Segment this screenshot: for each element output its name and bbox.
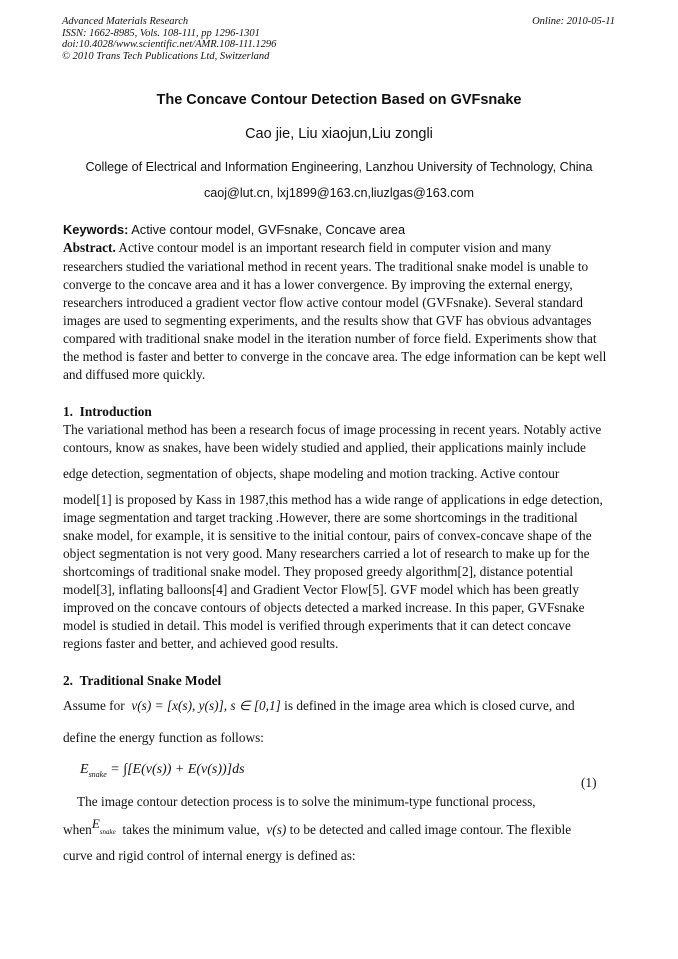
- inline-math: v(s) = [x(s), y(s)], s ∈ [0,1]: [131, 698, 281, 713]
- abstract-line: researchers studied the variational method in recent years. The traditional snake model is unable to: [63, 259, 589, 274]
- journal-name: Advanced Materials Research: [62, 16, 189, 27]
- body-line: object segmentation is not very good. Many researchers carried a lot of research to make up for the: [63, 546, 590, 561]
- authors: Cao jie, Liu xiaojun,Liu zongli: [245, 126, 433, 142]
- body-line: define the energy function as follows:: [63, 730, 264, 745]
- abstract-line: images are used to segmenting experiments, and the results show that GVF has obvious advantages: [63, 313, 592, 328]
- abstract-line: researchers introduced a gradient vector flow active contour model (GVFsnake). Several standard: [63, 295, 583, 310]
- abstract-line: and diffused more quickly.: [63, 367, 206, 382]
- body-line: regions faster and better, and achieved good results.: [63, 636, 339, 651]
- body-line: contours, know as snakes, have been widely studied and applied, their applications mainly include: [63, 440, 586, 455]
- body-line: Assume for v(s) = [x(s), y(s)], s ∈ [0,1] is defined in the image area which is closed curve, and: [63, 698, 575, 713]
- equation-rhs: = ∫[E(v(s)) + E(v(s))]ds: [110, 762, 245, 777]
- body-line: image segmentation and target tracking .However, there are some shortcomings in the traditional: [63, 510, 578, 525]
- body-line: curve and rigid control of internal energy is defined as:: [63, 848, 356, 863]
- body-line: improved on the concave contours of objects detected a marked increase. In this paper, GVFsnake: [63, 600, 585, 615]
- section-number: 2.: [63, 673, 73, 688]
- affiliation: College of Electrical and Information Engineering, Lanzhou University of Technology, China: [85, 160, 593, 174]
- emails: caoj@lut.cn, lxj1899@163.cn,liuzlgas@163.com: [203, 186, 475, 200]
- keywords-label: Keywords:: [63, 222, 129, 237]
- body-line: The variational method has been a research focus of image processing in recent years. Notably active: [63, 422, 602, 437]
- keywords-text: Active contour model, GVFsnake, Concave area: [128, 222, 406, 237]
- section-title: Introduction: [79, 404, 152, 419]
- paper-title: The Concave Contour Detection Based on GVFsnake: [156, 92, 522, 108]
- body-line: model[1] is proposed by Kass in 1987,this method has a wide range of applications in edge detection,: [63, 492, 603, 507]
- body-line: The image contour detection process is to solve the minimum-type functional process,: [77, 794, 536, 809]
- body-line: snake model, for example, it is sensitive to the initial contour, pairs of convex-concave shape of the: [63, 528, 592, 543]
- section-title: Traditional Snake Model: [79, 673, 222, 688]
- online-date: Online: 2010-05-11: [532, 16, 615, 27]
- copyright-line: © 2010 Trans Tech Publications Ltd, Switzerland: [62, 50, 270, 62]
- body-line: shortcomings of traditional snake model. They proposed greedy algorithm[2], distance potential: [63, 564, 574, 579]
- section-heading-introduction: [63, 404, 152, 420]
- abstract-line: Abstract. Active contour model is an important research field in computer vision and many: [63, 240, 552, 255]
- abstract-label: Abstract.: [63, 240, 116, 255]
- body-line: model is studied in detail. This model is verified through experiments that it can detect concave: [63, 618, 571, 633]
- journal-header: [62, 16, 276, 62]
- abstract-line: the method is faster and better to converge in the concave area. The edge information can be kept well: [63, 349, 607, 364]
- equation-1: $E_{snake} = \int[E(v(s)) + E(v(s))]ds$: [80, 762, 245, 779]
- abstract-line: converge to the concave area and it has a lower convergence. By improving the external energy,: [63, 277, 573, 292]
- body-line: whenE$_{snake}$ takes the minimum value, v(s) to be detected and called image contour. The flexible: [63, 816, 572, 837]
- body-line: edge detection, segmentation of objects, shape modeling and motion tracking. Active contour: [63, 466, 560, 481]
- keywords: [63, 222, 405, 237]
- equation-number: (1): [581, 775, 597, 790]
- body-line: model[3], inflating balloons[4] and Gradient Vector Flow[5]. GVF model which has been greatly: [63, 582, 579, 597]
- section-number: 1.: [63, 404, 73, 419]
- issn-line: ISSN: 1662-8985, Vols. 108-111, pp 1296-1301: [62, 27, 260, 39]
- abstract-line: compared with traditional snake model in the iteration number of force field. Experiments show that: [63, 331, 597, 346]
- section-heading-snake-model: [63, 673, 221, 689]
- doi-line: doi:10.4028/www.scientific.net/AMR.108-111.1296: [62, 39, 277, 50]
